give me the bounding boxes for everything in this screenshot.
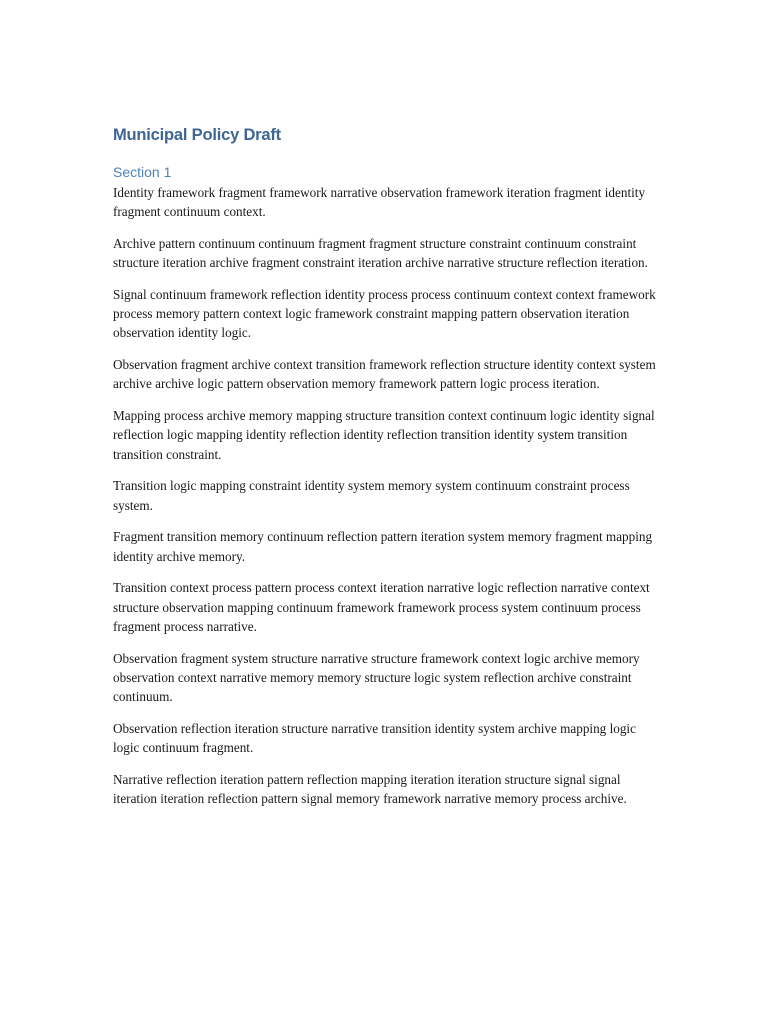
- paragraph: Fragment transition memory continuum reflection pattern iteration system memory fragment mapping identity archive memory.: [113, 529, 653, 564]
- paragraph: Observation reflection iteration structure narrative transition identity system archive mapping logic logic continuum fragment.: [113, 720, 636, 756]
- paragraph: Identity framework fragment framework narrative observation framework iteration fragment identity fragment continuum context.: [113, 185, 646, 220]
- paragraph: Observation fragment system structure narrative structure framework context logic archive memory observation context narrative memory memory structure logic system reflection archive constraint continuum.: [113, 650, 640, 705]
- document-title: Municipal Policy Draft: [113, 126, 281, 144]
- paragraph: Signal continuum framework reflection identity process process continuum context context framework process memory pattern context logic framework constraint mapping pattern observation iteration observation identity logic.: [113, 287, 656, 341]
- paragraph: Mapping process archive memory mapping structure transition context continuum logic identity signal reflection logic mapping identity reflection identity reflection transition identity system transition transition constraint.: [113, 408, 655, 462]
- document-body: [113, 124, 661, 821]
- paragraph: Narrative reflection iteration pattern reflection mapping iteration iteration structure signal signal iteration iteration reflection pattern signal memory framework narrative memory process archive.: [113, 771, 627, 807]
- paragraph: Observation fragment archive context transition framework reflection structure identity context system archive archive logic pattern observation memory framework pattern logic process iteration.: [113, 357, 656, 392]
- paragraph-list: [113, 183, 661, 808]
- paragraph: Archive pattern continuum continuum fragment fragment structure constraint continuum constraint structure iteration archive fragment constraint iteration archive narrative structure reflection iteration.: [113, 236, 648, 271]
- paragraph: Transition context process pattern process context iteration narrative logic reflection narrative context structure observation mapping continuum framework framework process system continuum process fragment process narrative.: [113, 580, 650, 634]
- paragraph: Transition logic mapping constraint identity system memory system continuum constraint process system.: [113, 478, 630, 513]
- section-heading: Section 1: [113, 164, 172, 180]
